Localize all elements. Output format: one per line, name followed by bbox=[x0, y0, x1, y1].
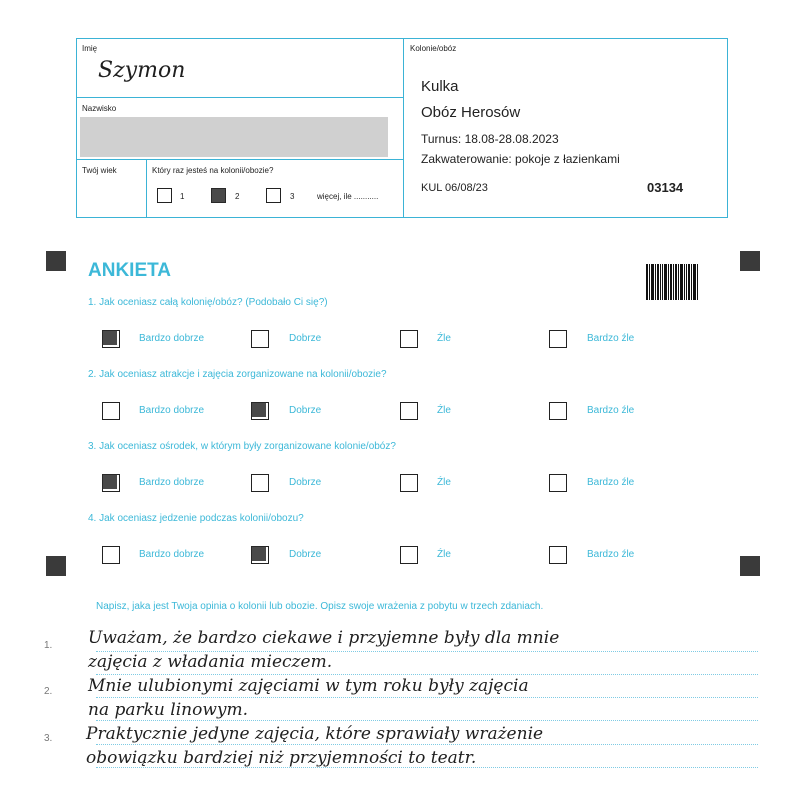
question-3-option-label: Bardzo źle bbox=[587, 477, 635, 488]
nazwisko-label: Nazwisko bbox=[82, 104, 117, 113]
opinion-prompt: Napisz, jaka jest Twoja opinia o kolonii lub obozie. Opisz swoje wrażenia z pobytu w trzech zdaniach. bbox=[96, 601, 544, 612]
ktory-raz-more: więcej, ile ........... bbox=[317, 192, 379, 201]
question-4-text: 4. Jak oceniasz jedzenie podczas kolonii/obozu? bbox=[88, 513, 304, 524]
question-4-option-label: Bardzo źle bbox=[587, 549, 635, 560]
imie-value: Szymon bbox=[98, 58, 186, 83]
question-4-option-label: Dobrze bbox=[289, 549, 322, 560]
registration-mark bbox=[740, 556, 760, 576]
question-2-checkbox-3[interactable] bbox=[400, 402, 418, 420]
turnus: Turnus: 18.08-28.08.2023 bbox=[421, 132, 559, 146]
form-number: 03134 bbox=[647, 180, 684, 195]
question-1-option-label: Źle bbox=[437, 333, 451, 344]
question-3-checkbox-2[interactable] bbox=[251, 474, 269, 492]
question-1-option-label: Dobrze bbox=[289, 333, 322, 344]
ktory-raz-option-2: 2 bbox=[235, 192, 240, 201]
ktory-raz-checkbox-2[interactable] bbox=[211, 188, 226, 203]
question-1-checkbox-1[interactable] bbox=[102, 330, 120, 348]
survey-title: ANKIETA bbox=[88, 260, 172, 281]
camp-name: Kulka bbox=[421, 78, 459, 95]
question-2-option-label: Dobrze bbox=[289, 405, 322, 416]
opinion-line-1: Uważam, że bardzo ciekawe i przyjemne były dla mnie bbox=[88, 628, 560, 648]
form-code: KUL 06/08/23 bbox=[421, 182, 488, 194]
question-4-option-label: Bardzo dobrze bbox=[139, 549, 205, 560]
question-2-option-label: Źle bbox=[437, 405, 451, 416]
question-3-option-label: Źle bbox=[437, 477, 451, 488]
question-1-checkbox-2[interactable] bbox=[251, 330, 269, 348]
barcode bbox=[646, 264, 701, 300]
question-1-option-label: Bardzo źle bbox=[587, 333, 635, 344]
wiek-label: Twój wiek bbox=[82, 166, 117, 175]
writing-line bbox=[96, 744, 758, 745]
question-4-checkbox-2[interactable] bbox=[251, 546, 269, 564]
question-3-text: 3. Jak oceniasz ośrodek, w którym były zorganizowane kolonie/obóz? bbox=[88, 441, 396, 452]
question-2-checkbox-2[interactable] bbox=[251, 402, 269, 420]
question-4-option-label: Źle bbox=[437, 549, 451, 560]
question-2-option-label: Bardzo źle bbox=[587, 405, 635, 416]
question-1-option-label: Bardzo dobrze bbox=[139, 333, 205, 344]
question-4-checkbox-1[interactable] bbox=[102, 546, 120, 564]
registration-mark bbox=[46, 556, 66, 576]
opinion-line-5: Praktycznie jedyne zajęcia, które sprawiały wrażenie bbox=[86, 724, 544, 744]
registration-mark bbox=[46, 251, 66, 271]
line-number-1: 1. bbox=[44, 640, 53, 651]
redacted-surname bbox=[80, 117, 388, 157]
question-4-checkbox-4[interactable] bbox=[549, 546, 567, 564]
writing-line bbox=[96, 720, 758, 721]
header-divider bbox=[403, 38, 404, 218]
ktory-raz-option-3: 3 bbox=[290, 192, 295, 201]
question-3-checkbox-1[interactable] bbox=[102, 474, 120, 492]
writing-line bbox=[96, 674, 758, 675]
question-1-checkbox-4[interactable] bbox=[549, 330, 567, 348]
kolonie-label: Kolonie/obóz bbox=[410, 44, 457, 53]
question-3-option-label: Bardzo dobrze bbox=[139, 477, 205, 488]
ktory-raz-option-1: 1 bbox=[180, 192, 185, 201]
registration-mark bbox=[740, 251, 760, 271]
question-3-option-label: Dobrze bbox=[289, 477, 322, 488]
line-number-3: 3. bbox=[44, 733, 53, 744]
opinion-line-6: obowiązku bardziej niż przyjemności to teatr. bbox=[86, 748, 477, 768]
question-2-checkbox-4[interactable] bbox=[549, 402, 567, 420]
question-3-checkbox-4[interactable] bbox=[549, 474, 567, 492]
writing-line bbox=[96, 697, 758, 698]
opinion-line-2: zajęcia z władania mieczem. bbox=[88, 652, 333, 672]
header-col-line bbox=[146, 159, 147, 218]
question-2-checkbox-1[interactable] bbox=[102, 402, 120, 420]
imie-label: Imię bbox=[82, 44, 98, 53]
header-row-line bbox=[76, 159, 403, 160]
question-2-option-label: Bardzo dobrze bbox=[139, 405, 205, 416]
ktory-raz-label: Który raz jesteś na kolonii/obozie? bbox=[152, 166, 274, 175]
camp-title: Obóz Herosów bbox=[421, 104, 521, 121]
ktory-raz-checkbox-3[interactable] bbox=[266, 188, 281, 203]
opinion-line-4: na parku linowym. bbox=[88, 700, 249, 720]
question-2-text: 2. Jak oceniasz atrakcje i zajęcia zorganizowane na kolonii/obozie? bbox=[88, 369, 387, 380]
opinion-line-3: Mnie ulubionymi zajęciami w tym roku były zajęcia bbox=[88, 676, 529, 696]
question-1-text: 1. Jak oceniasz całą kolonię/obóz? (Podobało Ci się?) bbox=[88, 297, 328, 308]
ktory-raz-checkbox-1[interactable] bbox=[157, 188, 172, 203]
question-3-checkbox-3[interactable] bbox=[400, 474, 418, 492]
zakwaterowanie: Zakwaterowanie: pokoje z łazienkami bbox=[421, 152, 620, 166]
question-1-checkbox-3[interactable] bbox=[400, 330, 418, 348]
header-row-line bbox=[76, 97, 403, 98]
question-4-checkbox-3[interactable] bbox=[400, 546, 418, 564]
line-number-2: 2. bbox=[44, 686, 53, 697]
